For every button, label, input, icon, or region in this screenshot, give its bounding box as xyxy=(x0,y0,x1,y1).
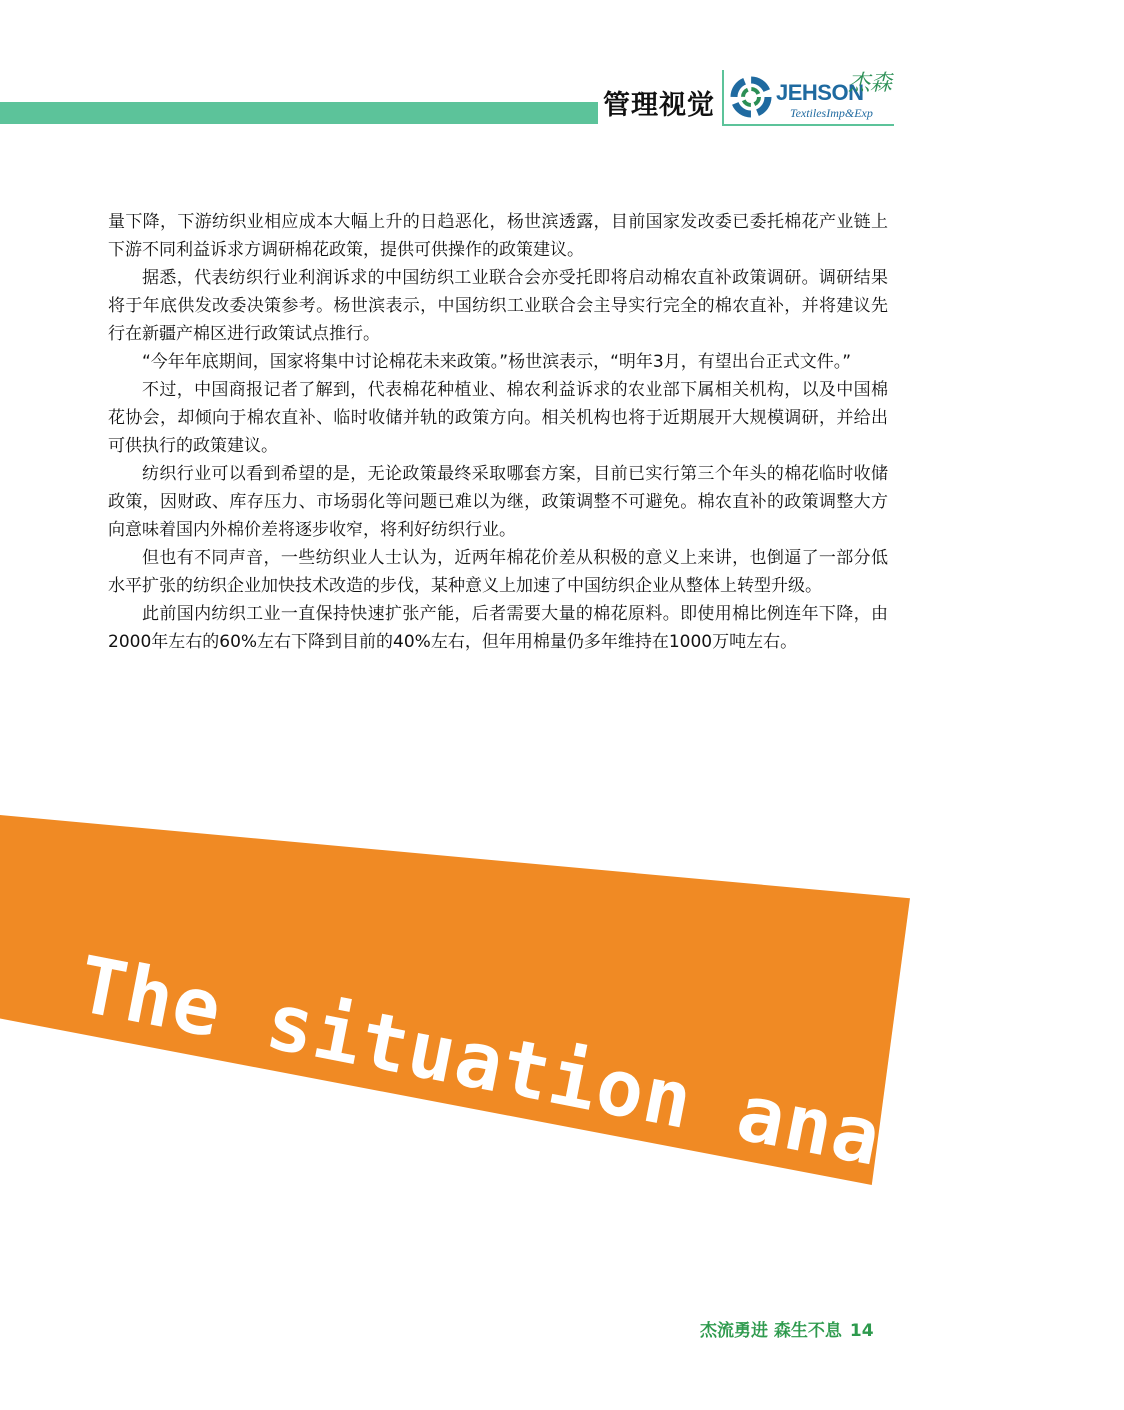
banner-title: The situation analysis xyxy=(70,940,1124,1230)
paragraph-4: 不过，中国商报记者了解到，代表棉花种植业、棉农利益诉求的农业部下属相关机构，以及中国棉花协会，却倾向于棉农直补、临时收储并轨的政策方向。相关机构也将于近期展开大规模调研，并给出可供执行的政策建议。 xyxy=(108,380,888,456)
paragraph-6: 但也有不同声音，一些纺织业人士认为，近两年棉花价差从积极的意义上来讲，也倒逼了一部分低水平扩张的纺织企业加快技术改造的步伐，某种意义上加速了中国纺织企业从整体上转型升级。 xyxy=(108,548,888,596)
logo-chinese-name: 杰森 xyxy=(848,71,893,96)
paragraph-1: 量下降，下游纺织业相应成本大幅上升的日趋恶化，杨世滨透露，目前国家发改委已委托棉花产业链上下游不同利益诉求方调研棉花政策，提供可供操作的政策建议。 xyxy=(108,212,888,260)
header-underline xyxy=(724,124,894,126)
header-accent-bar xyxy=(0,102,600,124)
paragraph-2: 据悉，代表纺织行业利润诉求的中国纺织工业联合会亦受托即将启动棉农直补政策调研。调研结果将于年底供发改委决策参考。杨世滨表示，中国纺织工业联合会主导实行完全的棉农直补，并将建议先行在新疆产棉区进行政策试点推行。 xyxy=(108,268,888,344)
header-divider xyxy=(722,70,724,126)
article-body xyxy=(108,208,888,656)
jehson-logo xyxy=(730,72,900,124)
logo-name: JEHSON xyxy=(776,80,864,105)
footer-slogan: 杰流勇进 森生不息 xyxy=(700,1321,842,1341)
logo-subtitle: TextilesImp&Exp xyxy=(790,106,873,120)
page-number: 14 xyxy=(849,1321,874,1341)
footer xyxy=(700,1316,900,1341)
section-title: 管理视觉 xyxy=(598,70,720,126)
paragraph-7: 此前国内纺织工业一直保持快速扩张产能，后者需要大量的棉花原料。即使用棉比例连年下降，由2000年左右的60%左右下降到目前的40%左右，但年用棉量仍多年维持在1000万吨左右。 xyxy=(108,604,888,652)
jehson-logo-icon xyxy=(730,76,772,118)
paragraph-3: “今年年底期间，国家将集中讨论棉花未来政策。”杨世滨表示，“明年3月，有望出台正式文件。” xyxy=(142,352,852,372)
paragraph-5: 纺织行业可以看到希望的是，无论政策最终采取哪套方案，目前已实行第三个年头的棉花临时收储政策，因财政、库存压力、市场弱化等问题已难以为继，政策调整不可避免。棉农直补的政策调整大方向意味着国内外棉价差将逐步收窄，将利好纺织行业。 xyxy=(108,464,888,540)
